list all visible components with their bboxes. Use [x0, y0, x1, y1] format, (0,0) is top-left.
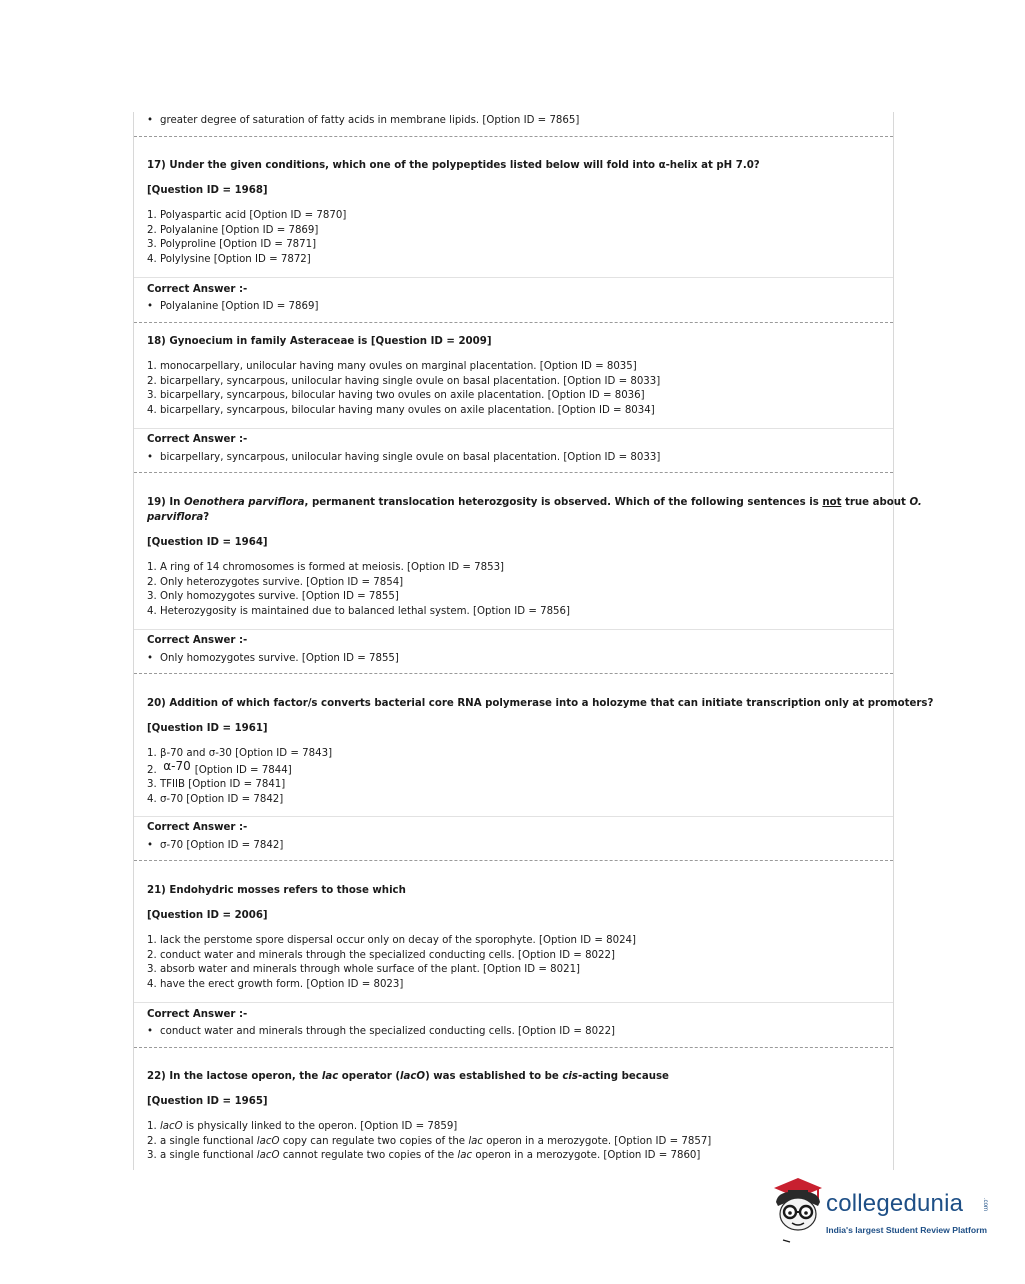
option: 1. Polyaspartic acid [Option ID = 7870] — [147, 210, 347, 221]
logo-wordmark: collegedunia — [826, 1190, 964, 1217]
divider — [134, 428, 893, 429]
option: 2. Polyalanine [Option ID = 7869] — [147, 224, 319, 236]
question-18-options — [147, 360, 660, 418]
option: 4. Heterozygosity is maintained due to balanced lethal system. [Option ID = 7856] — [147, 605, 570, 617]
previous-correct-answer: • greater degree of saturation of fatty acids in membrane lipids. [Option ID = 7865] — [147, 114, 579, 129]
divider — [134, 673, 893, 674]
divider — [134, 136, 893, 137]
option: 1. monocarpellary, unilocular having many ovules on marginal placentation. [Option ID = 8035] — [147, 361, 637, 372]
option: 3. Only homozygotes survive. [Option ID = 7855] — [147, 591, 399, 603]
divider — [134, 472, 893, 473]
question-20-options — [147, 747, 332, 807]
correct-answer-label: Correct Answer :- — [147, 434, 248, 445]
question-20-title: 20) Addition of which factor/s converts bacterial core RNA polymerase into a holozyme that can initiate transcription only at promoters? — [147, 698, 934, 709]
option: 2. a single functional lacO copy can regulate two copies of the lac operon in a merozygote. [Option ID = 7857] — [147, 1135, 712, 1147]
option: 4. σ-70 [Option ID = 7842] — [147, 793, 284, 805]
option: 2. α-70 [Option ID = 7844] — [147, 758, 292, 776]
question-17-title: 17) Under the given conditions, which one of the polypeptides listed below will fold into α-helix at pH 7.0? — [147, 160, 760, 171]
question-19-id: [Question ID = 1964] — [147, 537, 268, 548]
question-22-id: [Question ID = 1965] — [147, 1096, 268, 1107]
option: 3. a single functional lacO cannot regulate two copies of the lac operon in a merozygote. [Option ID = 7860] — [147, 1150, 701, 1162]
mascot-icon — [768, 1176, 828, 1246]
question-20-id: [Question ID = 1961] — [147, 723, 268, 734]
question-21-correct-answer: • conduct water and minerals through the specialized conducting cells. [Option ID = 8022] — [147, 1025, 615, 1040]
option: 4. have the erect growth form. [Option ID = 8023] — [147, 978, 404, 990]
correct-answer-label: Correct Answer :- — [147, 822, 248, 833]
divider — [134, 277, 893, 278]
option: 2. Only heterozygotes survive. [Option ID = 7854] — [147, 576, 404, 588]
question-22-options — [147, 1120, 711, 1164]
option: 3. TFIIB [Option ID = 7841] — [147, 779, 286, 791]
option: 3. bicarpellary, syncarpous, bilocular having two ovules on axile placentation. [Option ID = 8036] — [147, 390, 645, 402]
correct-answer-label: Correct Answer :- — [147, 1009, 248, 1020]
question-18-correct-answer: • bicarpellary, syncarpous, unilocular having single ovule on basal placentation. [Option ID = 8033] — [147, 451, 660, 466]
option: 3. Polyproline [Option ID = 7871] — [147, 239, 317, 251]
divider — [134, 322, 893, 323]
divider — [134, 816, 893, 817]
question-19-title: 19) In Oenothera parviflora, permanent translocation heterozgosity is observed. Which of the following sentences is not true about O. — [147, 497, 922, 508]
option: 3. absorb water and minerals through whole surface of the plant. [Option ID = 8021] — [147, 964, 581, 976]
logo-tagline: India's largest Student Review Platform — [826, 1225, 988, 1235]
option: 1. A ring of 14 chromosomes is formed at meiosis. [Option ID = 7853] — [147, 562, 505, 573]
question-17-id: [Question ID = 1968] — [147, 185, 268, 196]
question-18-title: 18) Gynoecium in family Asteraceae is [Question ID = 2009] — [147, 336, 492, 347]
correct-answer-label: Correct Answer :- — [147, 284, 248, 295]
option: 1. lacO is physically linked to the operon. [Option ID = 7859] — [147, 1121, 458, 1132]
divider — [134, 860, 893, 861]
question-21-id: [Question ID = 2006] — [147, 910, 268, 921]
divider — [134, 1047, 893, 1048]
option: 4. bicarpellary, syncarpous, bilocular having many ovules on axile placentation. [Option ID = 8034] — [147, 404, 655, 416]
question-20-correct-answer: • σ-70 [Option ID = 7842] — [147, 839, 283, 854]
divider — [134, 629, 893, 630]
question-17-correct-answer: • Polyalanine [Option ID = 7869] — [147, 300, 318, 315]
correct-answer-label: Correct Answer :- — [147, 635, 248, 646]
logo-suffix: .com — [982, 1198, 988, 1212]
option: 1. β-70 and σ-30 [Option ID = 7843] — [147, 748, 333, 759]
option: 1. lack the perstome spore dispersal occur only on decay of the sporophyte. [Option ID = 8024] — [147, 935, 637, 946]
question-21-options — [147, 934, 636, 992]
collegedunia-logo — [768, 1176, 998, 1246]
option: 4. Polylysine [Option ID = 7872] — [147, 253, 311, 265]
option: 2. conduct water and minerals through the specialized conducting cells. [Option ID = 8022] — [147, 949, 615, 961]
option: 2. bicarpellary, syncarpous, unilocular having single ovule on basal placentation. [Option ID = 8033] — [147, 375, 661, 387]
question-19-options — [147, 561, 570, 619]
question-sheet — [133, 112, 934, 1170]
question-17-options — [147, 209, 346, 267]
question-22-title: 22) In the lactose operon, the lac operator (lacO) was established to be cis-acting because — [147, 1071, 669, 1082]
question-19-title-continued: parviflora? — [147, 512, 210, 523]
divider — [134, 1002, 893, 1003]
question-21-title: 21) Endohydric mosses refers to those which — [147, 885, 406, 896]
question-19-correct-answer: • Only homozygotes survive. [Option ID = 7855] — [147, 652, 399, 667]
